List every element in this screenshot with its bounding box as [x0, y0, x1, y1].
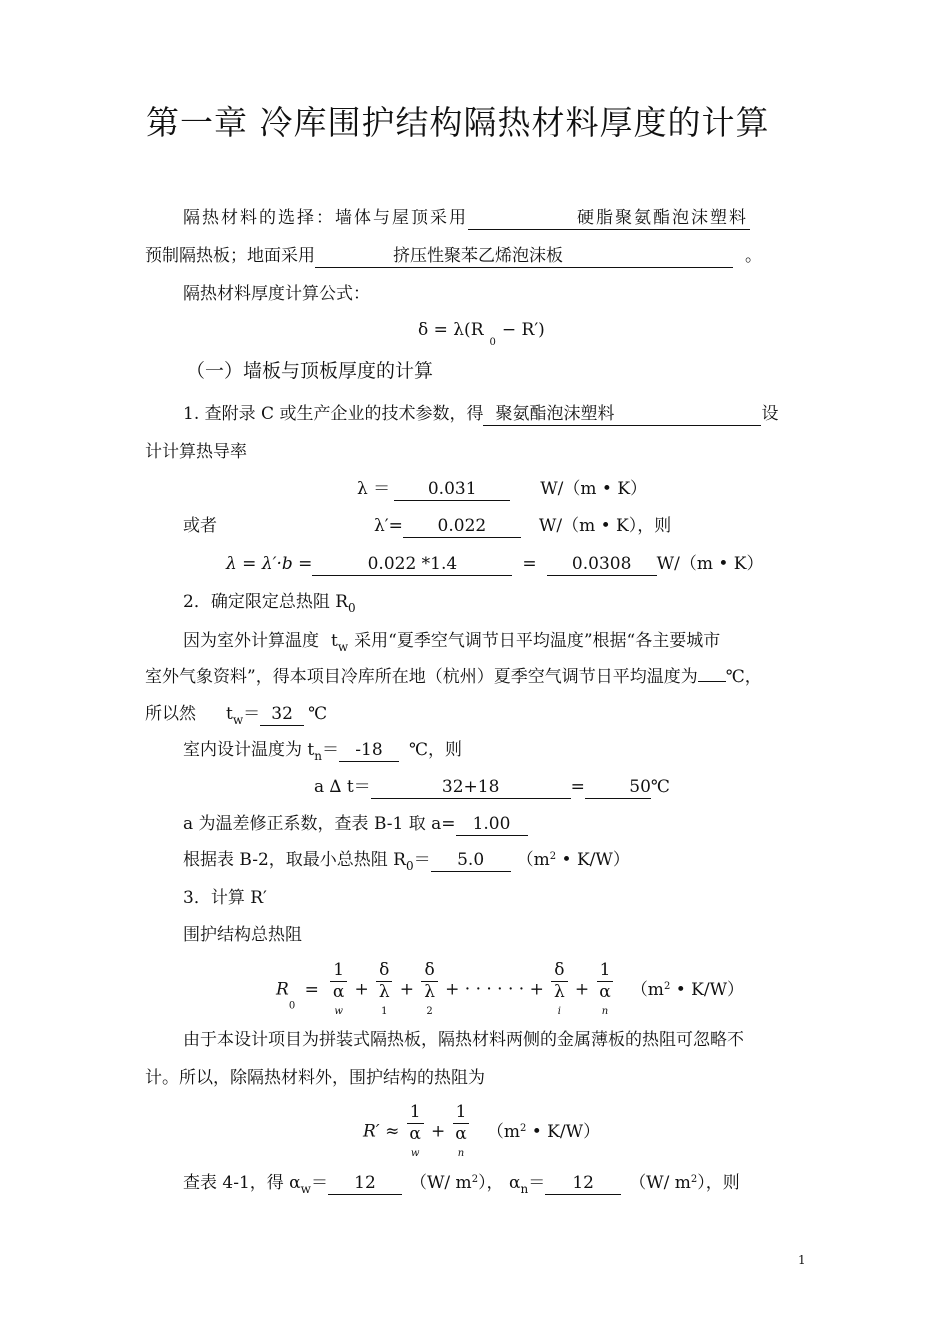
lambda-calc-expression: 0.022 *1.4 [312, 556, 512, 576]
lambda-prime-value: 0.022 [403, 518, 521, 538]
page-number: 1 [798, 1253, 806, 1267]
or-label: 或者 [183, 516, 217, 536]
lambda-prime-row: λ′= 0.022 W/（m • K），则 [374, 516, 672, 536]
step3-subheading: 围护结构总热阻 [183, 925, 302, 945]
min-resistance-row: 根据表 B-2，取最小总热阻 $R_0= 5.0$ （$m^2$ • K/W） [183, 850, 630, 873]
step1-line-1: 1. 查附录 C 或生产企业的技术参数，得 聚氨酯泡沫塑料 设 [183, 404, 779, 424]
step2-para-line-1: 因为室外计算温度 $t_w$ 采用“夏季空气调节日平均温度”根据“各主要城市 [183, 631, 721, 654]
step1-line-2: 计计算热导率 [145, 442, 247, 462]
material-select-label: 隔热材料的选择：墙体与屋顶采用 [183, 208, 468, 228]
indoor-temp-row: 室内设计温度为 $t_n= -18$ ℃，则 [183, 740, 463, 763]
heat-transfer-coefficient-row: 查表 4-1，得 $\alpha_w= 12$ （W/ $m^2$）， $\alpha_n= 12$ （W/ $m^2$），则 [183, 1173, 740, 1196]
lambda-row: λ ＝ 0.031 W/（m • K） [357, 479, 648, 499]
delta-t-result: 50 [585, 779, 651, 799]
r0-value: 5.0 [431, 852, 511, 872]
temperature-difference-row: a ∆ t＝ 32+18 = 50℃ [314, 777, 670, 797]
total-resistance-formula: $R_0$ = 1 α w + δ λ 1 + δ λ 2 + · · · · · · + δ λ i + 1 α n （$m^2$ • K/W） [276, 960, 745, 1017]
step2-heading: 2．确定限定总热阻 $R_0$ [183, 592, 356, 615]
step2-para-line-3: 所以然 $t_w= 32$ ℃ [145, 704, 328, 727]
r-prime-formula: R′ ≈ 1 α w + 1 α n （$m^2$ • K/W） [363, 1102, 601, 1159]
step3-para-line-2: 计。所以，除隔热材料外，围护结构的热阻为 [145, 1068, 485, 1088]
delta-t-expression: 32+18 [371, 779, 571, 799]
wall-material-value: 硬脂聚氨酯泡沫塑料 [468, 210, 750, 230]
correction-factor-value: 1.00 [456, 816, 528, 836]
step3-para-line-1: 由于本设计项目为拼装式隔热板，隔热材料两侧的金属薄板的热阻可忽略不 [183, 1030, 744, 1050]
alpha-n-value: 12 [545, 1175, 621, 1195]
section-heading: （一）墙板与顶板厚度的计算 [186, 360, 434, 382]
step3-heading: 3．计算 R′ [183, 888, 267, 908]
tw-value: 32 [260, 706, 304, 726]
material-value: 聚氨酯泡沫塑料 [495, 404, 615, 424]
floor-material-value: 挤压性聚苯乙烯泡沫板 [393, 246, 563, 266]
alpha-w-value: 12 [328, 1175, 402, 1195]
page-title: 第一章 冷库围护结构隔热材料厚度的计算 [146, 103, 770, 142]
lambda-value: 0.031 [394, 481, 510, 501]
intro-line-2: 预制隔热板；地面采用 挤压性聚苯乙烯泡沫板 。 [145, 246, 762, 266]
intro-line-1 [183, 210, 750, 230]
lambda-calc-result: 0.0308 [547, 556, 657, 576]
thickness-formula: $\delta = \lambda(R_0- R')$ [418, 320, 545, 348]
correction-factor-row: a 为温差修正系数，查表 B-1 取 a= 1.00 [183, 816, 528, 836]
formula-label: 隔热材料厚度计算公式： [183, 284, 370, 304]
lambda-calc-row: λ = λ′·b = 0.022 *1.4 = 0.0308 W/（m • K） [226, 554, 764, 574]
step2-para-line-2: 室外气象资料”，得本项目冷库所在地（杭州）夏季空气调节日平均温度为 ℃， [145, 667, 762, 687]
tn-value: -18 [339, 742, 399, 762]
